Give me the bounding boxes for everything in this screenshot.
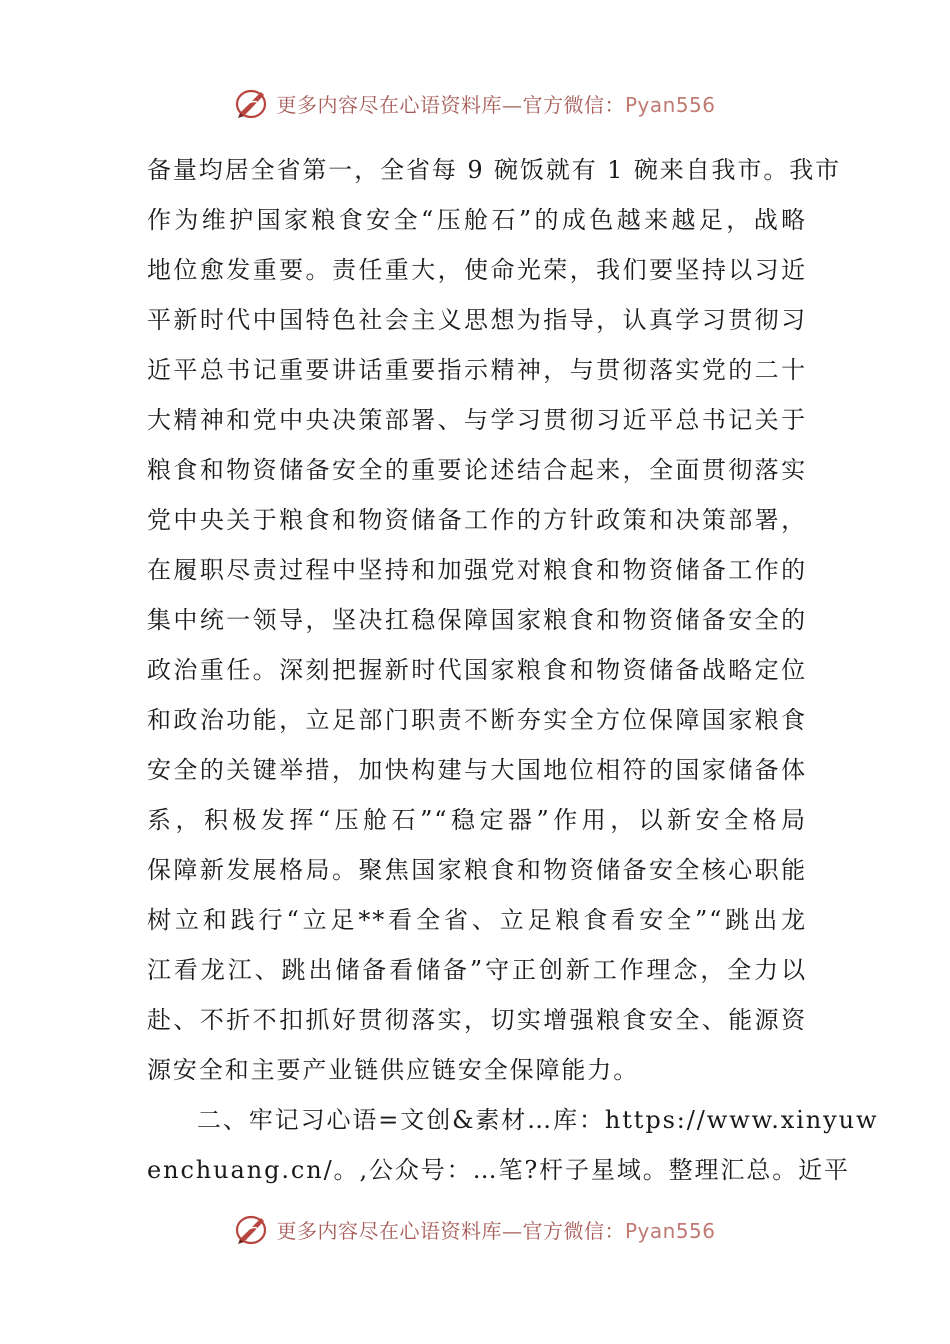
footer-watermark-banner [0, 1206, 950, 1252]
text-line: 和政治功能，立足部门职责不断夯实全方位保障国家粮食 [147, 706, 807, 734]
footer-wechat-id: Pyan556 [624, 1218, 716, 1243]
text-line: 近平总书记重要讲话重要指示精神，与贯彻落实党的二十 [147, 356, 807, 384]
body-paragraph-2 [147, 1095, 879, 1195]
text-line: 二、牢记习心语=文创&素材…库：https://www.xinyuw [197, 1106, 879, 1134]
text-line: 系，积极发挥“压舱石”“稳定器”作用，以新安全格局 [147, 806, 807, 834]
text-line: enchuang.cn/。,公众号：…笔?杆子星域。整理汇总。近平 [147, 1156, 850, 1184]
text-line: 大精神和党中央决策部署、与学习贯彻习近平总书记关于 [147, 406, 807, 434]
text-line: 集中统一领导，坚决扛稳保障国家粮食和物资储备安全的 [147, 606, 807, 634]
pen-logo-icon [234, 1211, 270, 1247]
document-body [147, 145, 879, 1195]
header-banner-text: 更多内容尽在心语资料库—官方微信：Pyan556 [276, 92, 716, 117]
text-line: 安全的关键举措，加快构建与大国地位相符的国家储备体 [147, 756, 807, 784]
text-line: 赴、不折不扣抓好贯彻落实，切实增强粮食安全、能源资 [147, 1006, 807, 1034]
text-line: 作为维护国家粮食安全“压舱石”的成色越来越足，战略 [147, 206, 807, 234]
header-watermark-banner [0, 80, 950, 126]
text-line: 江看龙江、跳出储备看储备”守正创新工作理念，全力以 [147, 956, 807, 984]
text-line: 源安全和主要产业链供应链安全保障能力。 [147, 1056, 640, 1084]
body-paragraph-1 [147, 145, 842, 1095]
text-line: 地位愈发重要。责任重大，使命光荣，我们要坚持以习近 [147, 256, 807, 284]
text-line: 保障新发展格局。聚焦国家粮食和物资储备安全核心职能 [147, 856, 807, 884]
text-line: 在履职尽责过程中坚持和加强党对粮食和物资储备工作的 [147, 556, 807, 584]
header-wechat-id: Pyan556 [624, 92, 716, 117]
text-line: 党中央关于粮食和物资储备工作的方针政策和决策部署， [147, 506, 807, 534]
pen-logo-icon [234, 85, 270, 121]
text-line: 备量均居全省第一，全省每 9 碗饭就有 1 碗来自我市。我市 [147, 156, 842, 184]
text-line: 政治重任。深刻把握新时代国家粮食和物资储备战略定位 [147, 656, 807, 684]
text-line: 树立和践行“立足**看全省、立足粮食看安全”“跳出龙 [147, 906, 807, 934]
footer-banner-text: 更多内容尽在心语资料库—官方微信：Pyan556 [276, 1218, 716, 1243]
text-line: 粮食和物资储备安全的重要论述结合起来，全面贯彻落实 [147, 456, 807, 484]
text-line: 平新时代中国特色社会主义思想为指导，认真学习贯彻习 [147, 306, 807, 334]
